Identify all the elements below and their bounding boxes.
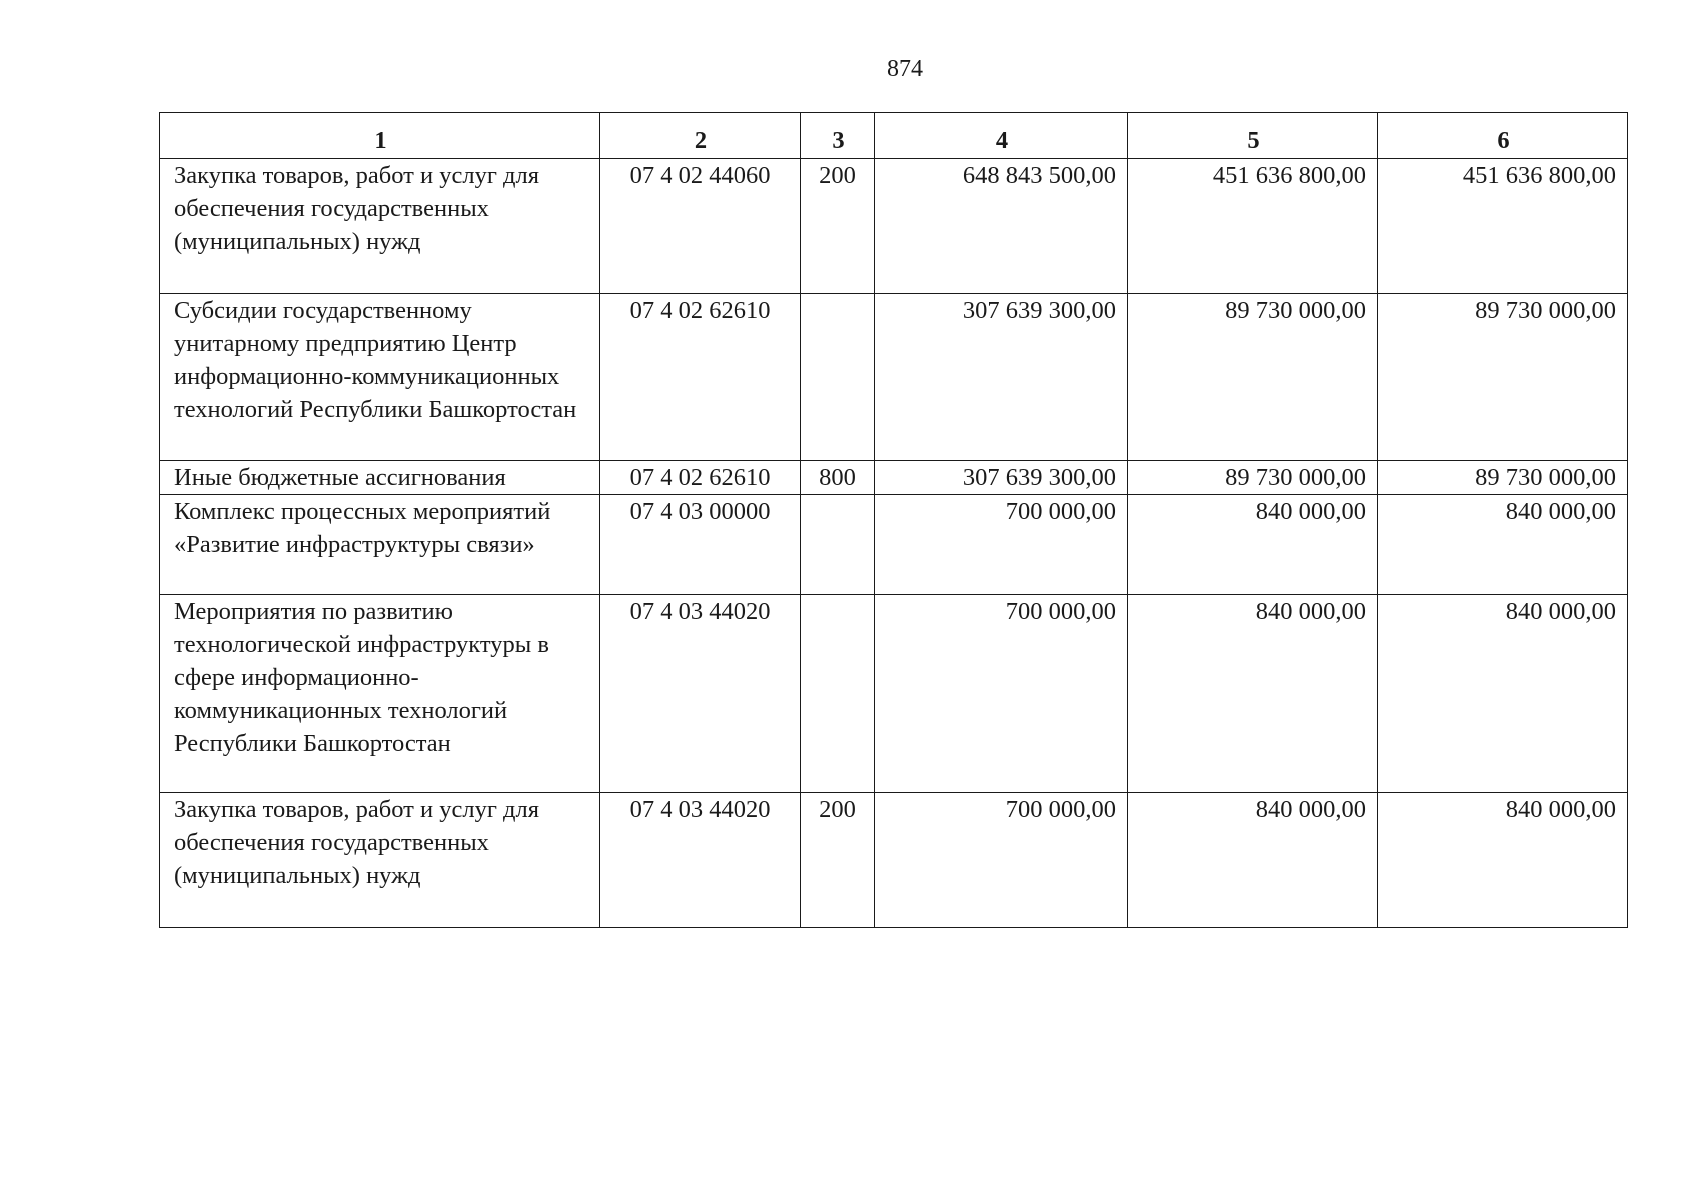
- row-value-col6: 451 636 800,00: [1378, 159, 1628, 294]
- table-row: [160, 793, 1628, 928]
- row-expense-type: [801, 294, 875, 461]
- row-value-col6: 89 730 000,00: [1378, 461, 1628, 495]
- column-header-6: 6: [1378, 113, 1628, 159]
- table-row: [160, 294, 1628, 461]
- row-expense-type: 200: [801, 159, 875, 294]
- row-value-col5: 451 636 800,00: [1128, 159, 1378, 294]
- row-expense-type: 800: [801, 461, 875, 495]
- row-code: 07 4 03 00000: [600, 495, 801, 595]
- column-header-1: 1: [160, 113, 600, 159]
- row-value-col4: 307 639 300,00: [875, 294, 1128, 461]
- row-code: 07 4 03 44020: [600, 595, 801, 793]
- table-row: [160, 159, 1628, 294]
- column-header-2: 2: [600, 113, 801, 159]
- header-row: [160, 113, 1628, 159]
- row-value-col6: 89 730 000,00: [1378, 294, 1628, 461]
- row-code: 07 4 02 62610: [600, 461, 801, 495]
- row-value-col6: 840 000,00: [1378, 495, 1628, 595]
- page-number: 874: [887, 56, 923, 82]
- row-value-col4: 307 639 300,00: [875, 461, 1128, 495]
- row-value-col6: 840 000,00: [1378, 595, 1628, 793]
- row-value-col4: 700 000,00: [875, 793, 1128, 928]
- budget-table: [159, 112, 1628, 928]
- column-header-4: 4: [875, 113, 1128, 159]
- row-expense-type: 200: [801, 793, 875, 928]
- column-header-5: 5: [1128, 113, 1378, 159]
- row-value-col4: 648 843 500,00: [875, 159, 1128, 294]
- row-code: 07 4 03 44020: [600, 793, 801, 928]
- row-expense-type: [801, 495, 875, 595]
- row-name: Мероприятия по развитию технологической инфраструктуры в сфере информационно-коммуникационных технологий Республики Башкортостан: [160, 595, 600, 793]
- row-value-col5: 89 730 000,00: [1128, 294, 1378, 461]
- row-name: Закупка товаров, работ и услуг для обеспечения государственных (муниципальных) нужд: [160, 159, 600, 294]
- row-name: Иные бюджетные ассигнования: [160, 461, 600, 495]
- row-value-col5: 89 730 000,00: [1128, 461, 1378, 495]
- row-value-col5: 840 000,00: [1128, 595, 1378, 793]
- table-row: [160, 595, 1628, 793]
- row-value-col5: 840 000,00: [1128, 495, 1378, 595]
- row-name: Субсидии государственному унитарному предприятию Центр информационно-коммуникационных технологий Республики Башкортостан: [160, 294, 600, 461]
- row-value-col4: 700 000,00: [875, 595, 1128, 793]
- table-row: [160, 495, 1628, 595]
- row-code: 07 4 02 44060: [600, 159, 801, 294]
- row-value-col5: 840 000,00: [1128, 793, 1378, 928]
- row-code: 07 4 02 62610: [600, 294, 801, 461]
- table-row: [160, 461, 1628, 495]
- row-value-col4: 700 000,00: [875, 495, 1128, 595]
- row-expense-type: [801, 595, 875, 793]
- column-header-3: 3: [801, 113, 875, 159]
- row-name: Закупка товаров, работ и услуг для обеспечения государственных (муниципальных) нужд: [160, 793, 600, 928]
- row-value-col6: 840 000,00: [1378, 793, 1628, 928]
- row-name: Комплекс процессных мероприятий «Развитие инфраструктуры связи»: [160, 495, 600, 595]
